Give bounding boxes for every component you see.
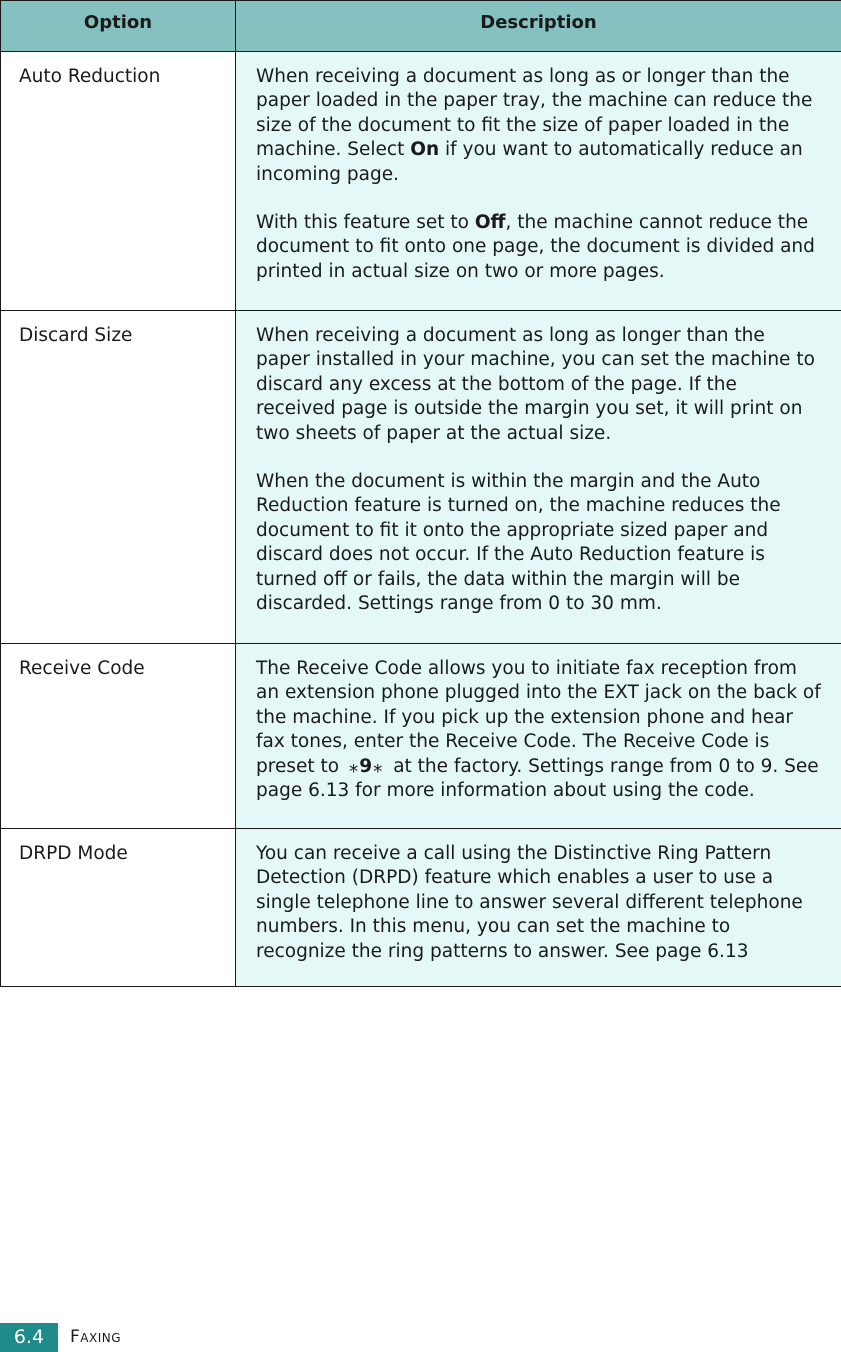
table-row-drpd-mode (1, 829, 841, 987)
description-paragraph: You can receive a call using the Distinctive Ring Pattern Detection (DRPD) feature which enables a user to use a single telephone line to answer several different telephone numbers. In this menu, you can set the machine to recognize the ring patterns to answer. See page 6.13 (256, 843, 803, 962)
page-number: 6.4 (0, 1323, 58, 1352)
star-key-icon: ⁎ (348, 755, 360, 777)
table-row-auto-reduction (1, 52, 841, 311)
table-header-row (1, 1, 841, 52)
page-footer (0, 1323, 841, 1352)
description-cell (236, 829, 841, 987)
option-cell: Auto Reduction (1, 52, 236, 311)
receive-code-value: ⁎9⁎ (349, 755, 383, 779)
table-row-receive-code (1, 644, 841, 829)
header-description: Description (236, 1, 841, 52)
option-cell: DRPD Mode (1, 829, 236, 987)
table-row-discard-size (1, 311, 841, 644)
description-paragraph: When receiving a document as long as longer than the paper installed in your machine, you can set the machine to discard any excess at the bottom of the page. If the received page is outside the margin you set, it will print on two sheets of paper at the actual size. (256, 325, 815, 444)
description-cell (236, 52, 841, 311)
description-paragraph: With this feature set to Off, the machine cannot reduce the document to fit onto one page, the document is divided and printed in actual size on two or more pages. (256, 212, 815, 282)
description-paragraph: When the document is within the margin and the Auto Reduction feature is turned on, the machine reduces the document to fit it onto the appropriate sized paper and discard does not occur. If the Auto Reduction feature is turned off or fails, the data within the margin will be discarded. Settings range from 0 to 30 mm. (256, 471, 781, 615)
option-cell: Receive Code (1, 644, 236, 829)
description-cell (236, 644, 841, 829)
header-option: Option (1, 1, 236, 52)
description-cell (236, 311, 841, 644)
star-key-icon: ⁎ (373, 755, 384, 777)
setting-on: On (410, 139, 440, 161)
setting-off: Off (474, 212, 506, 234)
description-paragraph: The Receive Code allows you to initiate fax reception from an extension phone plugged into the EXT jack on the back of the machine. If you pick up the extension phone and hear fax tones, enter the Receive Code. The Receive Code is preset to ⁎9⁎ at the factory. Settings range from 0 to 9. See page 6.13 for more information about using the code. (256, 658, 821, 802)
description-paragraph: When receiving a document as long as or longer than the paper loaded in the paper tray, the machine can reduce the size of the document to fit the size of paper loaded in the machine. Select On if you want to automatically reduce an incoming page. (256, 66, 813, 185)
option-cell: Discard Size (1, 311, 236, 644)
chapter-title: Faxing (70, 1327, 122, 1347)
